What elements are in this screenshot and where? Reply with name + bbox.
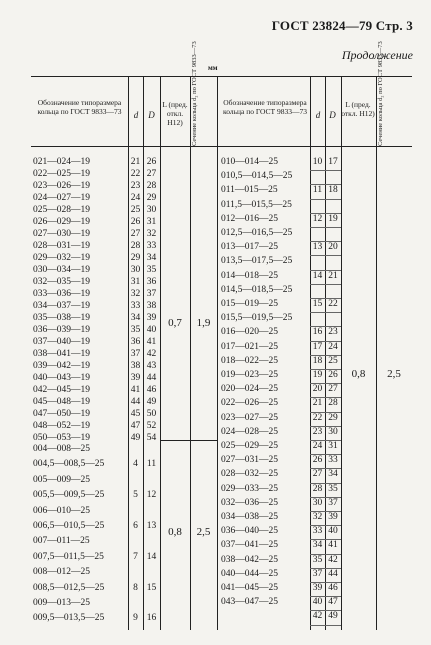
left-row-size-d: 38	[130, 361, 141, 371]
right-row-designation: 013,5—017,5—25	[221, 256, 293, 267]
right-row-size-d: 24	[312, 441, 323, 451]
right-row-designation: 011,5—015,5—25	[221, 199, 292, 210]
left-row2-designation: 009,5—013,5—25	[33, 613, 105, 624]
right-row-size-D: 40	[328, 526, 338, 537]
left-row-size-d: 47	[130, 421, 141, 431]
left-row-size-d: 25	[130, 205, 141, 215]
left-row-designation: 022—025—19	[33, 169, 90, 179]
left-row2-designation: 006,5—010,5—25	[33, 521, 105, 531]
right-row-size-D: 31	[328, 441, 338, 451]
right-row-designation: 015—019—25	[221, 299, 278, 309]
left-row2-designation: 004—008—25	[33, 444, 90, 454]
right-row-size-D	[325, 312, 341, 325]
left-row2-designation: 005,5—009,5—25	[33, 490, 105, 501]
left-d-header: d	[133, 110, 139, 120]
right-row-size-D: 37	[328, 497, 338, 508]
right-row-size-d	[310, 199, 325, 212]
right-row-designation	[221, 610, 310, 623]
right-row-size-d: 37	[312, 568, 323, 579]
right-row-size-D: 18	[328, 185, 338, 196]
left-row-size-d: 39	[130, 373, 141, 383]
left-row-size-d: 27	[130, 229, 141, 239]
left-row-size-D: 30	[146, 205, 157, 215]
left-row-size-d: 37	[130, 349, 141, 359]
left-row-size-d: 29	[130, 253, 141, 263]
left-row-size-d: 36	[130, 337, 141, 347]
right-row-size-d: 12	[312, 213, 323, 224]
right-row-size-d: 40	[312, 597, 323, 608]
units-label: мм	[208, 64, 218, 72]
page-header	[0, 18, 431, 38]
right-row-size-d: 27	[312, 469, 323, 480]
right-row-size-d: 10	[312, 157, 323, 167]
left-D-header: D	[148, 110, 155, 120]
right-row-size-d: 22	[312, 412, 323, 423]
left-row-designation: 035—038—19	[33, 313, 90, 323]
right-row-rule	[310, 625, 341, 626]
left-row-designation: 025—028—19	[33, 205, 90, 215]
left-row2-size-D: 14	[146, 551, 157, 562]
left-row-designation: 032—035—19	[33, 277, 90, 287]
right-row-designation: 010—014—25	[221, 157, 278, 167]
left-row2-designation: 005—009—25	[33, 474, 90, 485]
left-row-designation: 038—041—19	[33, 349, 90, 359]
left-row-size-D: 42	[146, 349, 157, 359]
left-row2-size-D: 12	[146, 490, 157, 501]
left-row2-designation: 008—012—25	[33, 567, 90, 578]
right-row-size-d: 19	[312, 370, 323, 380]
right-group-section: 2,5	[387, 368, 401, 380]
left-row-designation: 036—039—19	[33, 325, 90, 335]
right-row-size-D: 17	[328, 157, 338, 167]
right-row-designation: 036—040—25	[221, 526, 278, 537]
left-row-designation: 023—026—19	[33, 181, 90, 191]
left-row-size-D: 40	[146, 325, 157, 335]
right-row-designation: 025—029—25	[221, 441, 278, 451]
left-row-designation: 021—024—19	[33, 157, 90, 167]
right-designation-header: Обозначение типоразмера кольца по ГОСТ 9833—73	[222, 98, 308, 116]
left-designation-header: Обозначение типоразмера кольца по ГОСТ 9833—73	[37, 98, 122, 116]
right-row-size-d	[310, 312, 325, 325]
left-row2-size-d: 6	[133, 521, 138, 531]
left-row2-size-d: 7	[133, 551, 138, 562]
left-row-size-d: 49	[130, 433, 141, 443]
left-row2-size-d: 5	[133, 490, 138, 501]
group-divider	[160, 440, 217, 441]
left-row-size-D: 50	[146, 409, 157, 419]
left-row-size-d: 30	[130, 265, 141, 275]
right-row-size-d: 32	[312, 512, 323, 522]
left-row2-size-D: 13	[146, 521, 157, 531]
left-row2-size-D	[143, 443, 160, 456]
right-L-header: L (пред. откл. H12)	[341, 100, 375, 118]
left-row2-designation: 007—011—25	[33, 536, 90, 547]
right-row-size-d: 21	[312, 398, 323, 409]
standard-reference: ГОСТ 23824—79 Стр. 3	[271, 18, 413, 33]
right-row-size-D: 33	[328, 455, 338, 466]
left-row2-size-d	[128, 535, 143, 548]
left-row-size-d: 33	[130, 301, 141, 311]
left-row2-designation: 004,5—008,5—25	[33, 459, 105, 470]
left-row2-size-d	[128, 505, 143, 518]
right-row-designation: 014—018—25	[221, 270, 278, 281]
left-row-size-d: 28	[130, 241, 141, 251]
col-divider	[341, 76, 342, 630]
left-row-size-D: 54	[146, 433, 157, 443]
left-section-header: Сечение кольца d₂ по ГОСТ 9833—73	[191, 41, 198, 146]
right-row-size-D: 44	[328, 568, 338, 579]
right-row-size-D: 28	[328, 398, 338, 409]
right-row-designation: 034—038—25	[221, 512, 278, 522]
right-row-designation: 041—045—25	[221, 583, 278, 593]
col-divider	[160, 76, 161, 630]
right-row-size-D: 47	[328, 597, 338, 608]
right-row-designation: 037—041—25	[221, 540, 278, 551]
left-row-size-D: 29	[146, 193, 157, 203]
right-row-size-d: 18	[312, 355, 323, 366]
left-row2-size-d	[128, 597, 143, 610]
left-row-designation: 042—045—19	[33, 385, 90, 395]
left-row-designation: 034—037—19	[33, 301, 90, 311]
left-row2-size-D: 11	[146, 459, 157, 470]
left-row-size-d: 44	[130, 397, 141, 407]
right-row-size-D	[325, 227, 341, 240]
left-row-size-D: 26	[146, 157, 157, 167]
continuation-note: Продолжение	[341, 48, 413, 62]
col-divider	[217, 76, 218, 630]
right-section-header: Сечение кольца d₂ по ГОСТ 9833—73	[377, 41, 384, 146]
left-group1-section: 1,9	[196, 317, 211, 329]
left-row-designation: 029—032—19	[33, 253, 90, 263]
right-row-designation: 032—036—25	[221, 497, 278, 508]
right-row-size-D: 23	[328, 327, 338, 338]
left-row-size-D: 36	[146, 277, 157, 287]
table-top-rule	[31, 76, 412, 77]
right-row-size-D: 24	[328, 341, 338, 352]
left-row2-designation: 006—010—25	[33, 505, 90, 516]
left-row-size-d: 34	[130, 313, 141, 323]
right-row-size-d: 14	[312, 270, 323, 281]
right-d-header: d	[315, 110, 321, 120]
left-row-designation: 045—048—19	[33, 397, 90, 407]
left-row-designation: 026—029—19	[33, 217, 90, 227]
left-row-designation: 048—052—19	[33, 421, 90, 431]
left-row-designation: 033—036—19	[33, 289, 90, 299]
right-row-designation: 016—020—25	[221, 327, 278, 338]
left-row2-size-d	[128, 443, 143, 456]
right-row-designation: 018—022—25	[221, 355, 278, 366]
right-row-designation: 020—024—25	[221, 384, 278, 395]
col-divider	[376, 76, 377, 630]
right-row-size-d: 17	[312, 341, 323, 352]
left-row2-size-d	[128, 566, 143, 579]
right-row-designation: 024—028—25	[221, 426, 278, 437]
left-row-size-D: 39	[146, 313, 157, 323]
left-row2-size-D: 16	[146, 613, 157, 624]
left-row-designation: 024—027—19	[33, 193, 90, 203]
right-row-designation: 010,5—014,5—25	[221, 171, 293, 182]
left-row-size-d: 24	[130, 193, 141, 203]
left-row2-size-D	[143, 505, 160, 518]
right-row-size-d	[310, 227, 325, 240]
right-row-size-d: 16	[312, 327, 323, 338]
col-divider	[190, 76, 191, 630]
right-row-size-d: 23	[312, 426, 323, 437]
right-row-size-D: 34	[328, 469, 338, 480]
right-row-size-d: 30	[312, 497, 323, 508]
left-row-size-D: 28	[146, 181, 157, 191]
left-row-size-d: 31	[130, 277, 141, 287]
right-row-size-D: 19	[328, 213, 338, 224]
left-row-designation: 028—031—19	[33, 241, 90, 251]
left-row-size-D: 49	[146, 397, 157, 407]
right-row-size-D: 29	[328, 412, 338, 423]
right-row-size-D: 21	[328, 270, 338, 281]
right-row-size-D	[325, 170, 341, 183]
left-group1-L: 0,7	[168, 317, 182, 329]
right-row-designation: 012,5—016,5—25	[221, 228, 293, 238]
left-row-designation: 039—042—19	[33, 361, 90, 371]
left-row-designation: 040—043—19	[33, 373, 90, 383]
right-row-size-D	[325, 255, 341, 268]
right-row-size-D: 26	[328, 370, 338, 380]
left-row-designation: 027—030—19	[33, 229, 90, 239]
left-L-header: L (пред. откл. H12)	[162, 100, 188, 127]
right-row-designation: 023—027—25	[221, 412, 278, 423]
right-row-designation: 015,5—019,5—25	[221, 313, 293, 324]
right-row-designation: 028—032—25	[221, 469, 278, 480]
right-row-size-D	[325, 284, 341, 297]
left-row2-size-d: 8	[133, 582, 138, 593]
right-row-size-d: 20	[312, 384, 323, 395]
right-row-size-D: 25	[328, 355, 338, 366]
left-row2-designation: 009—013—25	[33, 598, 90, 608]
left-row-size-D: 43	[146, 361, 157, 371]
left-row2-size-D: 15	[146, 582, 157, 593]
left-row-size-D: 35	[146, 265, 157, 275]
right-row-designation: 043—047—25	[221, 597, 278, 608]
right-row-size-D	[325, 199, 341, 212]
left-row-size-D: 31	[146, 217, 157, 227]
left-row2-size-D	[143, 474, 160, 487]
right-row-designation: 013—017—25	[221, 242, 278, 253]
left-row2-size-d: 4	[133, 459, 138, 470]
left-row-size-d: 21	[130, 157, 141, 167]
right-row-size-d: 11	[312, 185, 323, 196]
left-row-size-D: 37	[146, 289, 157, 299]
left-row-designation: 037—040—19	[33, 337, 90, 347]
left-group2-section: 2,5	[196, 526, 211, 538]
right-row-size-D: 42	[328, 554, 338, 565]
left-row2-size-D	[143, 535, 160, 548]
right-row-designation: 038—042—25	[221, 554, 278, 565]
right-row-size-D: 22	[328, 299, 338, 309]
left-row-size-D: 46	[146, 385, 157, 395]
right-row-designation: 012—016—25	[221, 213, 278, 224]
left-row2-designation: 008,5—012,5—25	[33, 582, 105, 593]
left-row-size-D: 34	[146, 253, 157, 263]
left-row2-size-D	[143, 597, 160, 610]
left-row-size-d: 32	[130, 289, 141, 299]
right-row-size-D: 39	[328, 512, 338, 522]
left-row2-size-D	[143, 566, 160, 579]
right-row-size-D: 20	[328, 242, 338, 253]
right-row-designation: 022—026—25	[221, 398, 278, 409]
left-row-size-D: 52	[146, 421, 157, 431]
left-row-size-d: 23	[130, 181, 141, 191]
right-row-size-d: 15	[312, 299, 323, 309]
right-row-size-d	[310, 255, 325, 268]
left-row-size-d: 45	[130, 409, 141, 419]
right-row-size-d: 39	[312, 583, 323, 593]
right-row-size-d: 13	[312, 242, 323, 253]
left-row-designation: 050—053—19	[33, 433, 90, 443]
right-row-size-d: 35	[312, 554, 323, 565]
left-row-size-D: 44	[146, 373, 157, 383]
right-row-size-D: 49	[328, 611, 338, 622]
right-row-size-d: 28	[312, 483, 323, 494]
left-row-size-D: 38	[146, 301, 157, 311]
left-row-size-d: 41	[130, 385, 141, 395]
right-row-size-d	[310, 170, 325, 183]
right-row-size-D: 30	[328, 426, 338, 437]
left-row2-size-d: 9	[133, 613, 138, 624]
right-group-L: 0,8	[351, 368, 366, 380]
left-row2-designation: 007,5—011,5—25	[33, 551, 104, 562]
left-row-size-d: 35	[130, 325, 141, 335]
right-row-designation: 027—031—25	[221, 455, 278, 466]
left-row-size-D: 41	[146, 337, 157, 347]
right-row-size-d: 42	[312, 611, 323, 622]
right-D-header: D	[329, 110, 336, 120]
left-row-size-D: 33	[146, 241, 157, 251]
right-row-designation: 017—021—25	[221, 341, 278, 352]
left-row-size-D: 27	[146, 169, 157, 179]
right-row-designation: 014,5—018,5—25	[221, 284, 293, 295]
left-row-size-d: 22	[130, 169, 141, 179]
left-group2-L: 0,8	[168, 526, 182, 538]
left-row-size-D: 32	[146, 229, 157, 239]
right-row-size-d: 33	[312, 526, 323, 537]
right-row-size-D: 27	[328, 384, 338, 395]
right-row-size-d	[310, 284, 325, 297]
right-row-designation: 019—023—25	[221, 370, 278, 380]
right-row-size-d: 34	[312, 540, 323, 551]
right-row-size-d: 26	[312, 455, 323, 466]
left-row-size-d: 26	[130, 217, 141, 227]
right-row-size-D: 41	[328, 540, 338, 551]
header-bottom-rule	[31, 146, 412, 147]
left-row2-size-d	[128, 474, 143, 487]
right-row-size-D: 46	[328, 583, 338, 593]
right-row-designation: 040—044—25	[221, 568, 278, 579]
right-row-designation: 011—015—25	[221, 185, 278, 196]
right-row-designation: 029—033—25	[221, 483, 278, 494]
right-row-size-D: 35	[328, 483, 338, 494]
left-row-designation: 047—050—19	[33, 409, 90, 419]
left-row-designation: 030—034—19	[33, 265, 90, 275]
